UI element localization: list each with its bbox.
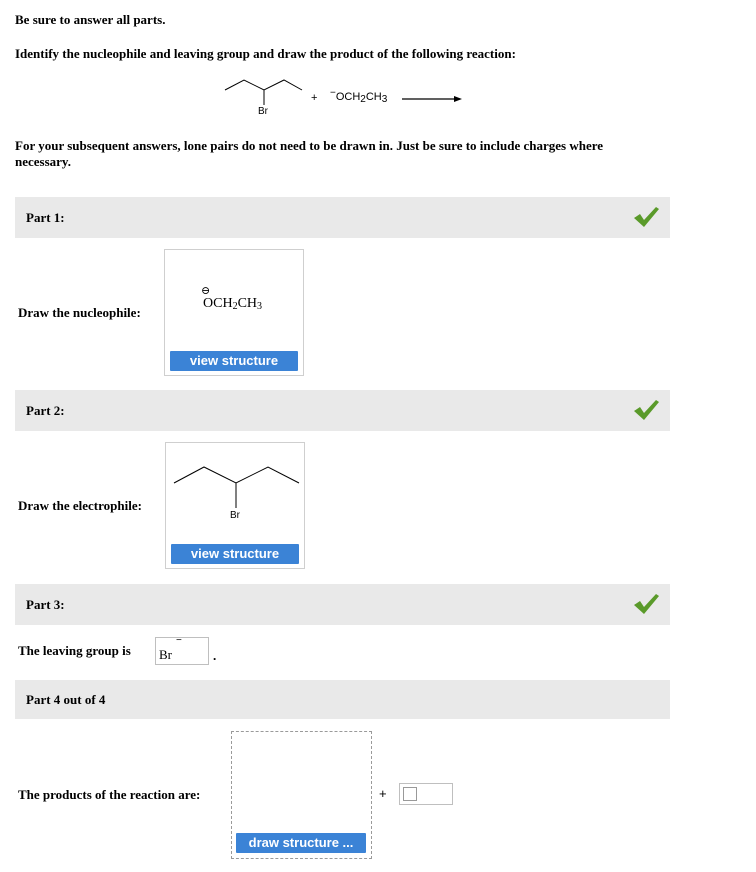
products-plus: +: [379, 786, 387, 801]
nucleophile-formula: [203, 296, 262, 312]
instruction-answer-all: Be sure to answer all parts.: [15, 12, 166, 27]
carbon-chain-bonds: [174, 467, 299, 483]
leaving-group-answer-box[interactable]: [155, 637, 209, 665]
reaction-arrow-icon: [402, 93, 464, 105]
formula-part-b: 2: [232, 301, 238, 312]
leaving-group-charge: −: [176, 635, 182, 646]
ethoxide-reagent: [330, 87, 388, 105]
leaving-group-answer: Br: [159, 647, 172, 662]
part1-header: [15, 197, 670, 238]
lone-pair-note: For your subsequent answers, lone pairs do not need to be drawn in. Just be sure to include charges where necessary.: [15, 138, 604, 169]
part2-prompt: Draw the electrophile:: [18, 498, 142, 513]
reagent-charge: −: [330, 87, 336, 99]
formula-part-c: CH: [237, 296, 258, 311]
part2-title: Part 2:: [26, 403, 65, 418]
second-product-box[interactable]: [399, 783, 453, 805]
checkmark-icon: [632, 398, 660, 422]
view-structure-button[interactable]: view structure: [171, 544, 299, 564]
electrophile-structure-box: [165, 442, 305, 569]
empty-structure-icon: [403, 787, 417, 801]
carbon-chain-bonds: [225, 80, 302, 90]
reaction-plus: +: [311, 92, 318, 104]
formula-part-d: 3: [257, 301, 263, 312]
nucleophile-charge: ⊖: [201, 285, 211, 297]
reagent-part-d: 3: [381, 94, 388, 105]
sentence-period: .: [213, 648, 217, 663]
part1-prompt: Draw the nucleophile:: [18, 305, 141, 320]
question-text: Identify the nucleophile and leaving group and draw the product of the following reaction:: [15, 46, 516, 61]
checkmark-icon: [632, 205, 660, 229]
part2-header: [15, 390, 670, 431]
part3-prompt: The leaving group is: [18, 643, 131, 658]
part3-title: Part 3:: [26, 597, 65, 612]
formula-part-a: OCH: [203, 296, 233, 311]
part1-title: Part 1:: [26, 210, 65, 225]
part4-prompt: The products of the reaction are:: [18, 787, 201, 802]
electrophile-br-label: Br: [230, 510, 240, 521]
checkmark-icon: [632, 592, 660, 616]
reagent-part-c: CH: [365, 91, 382, 103]
part4-header: [15, 680, 670, 719]
reagent-part-a: OCH: [335, 91, 361, 103]
product-drawing-area[interactable]: [231, 731, 372, 859]
nucleophile-structure-box: [164, 249, 304, 376]
part4-title: Part 4 out of 4: [26, 692, 106, 707]
reactant-br-label: Br: [258, 106, 268, 117]
part3-header: [15, 584, 670, 625]
draw-structure-button[interactable]: draw structure ...: [236, 833, 366, 853]
reagent-part-b: 2: [360, 94, 366, 105]
view-structure-button[interactable]: view structure: [170, 351, 298, 371]
